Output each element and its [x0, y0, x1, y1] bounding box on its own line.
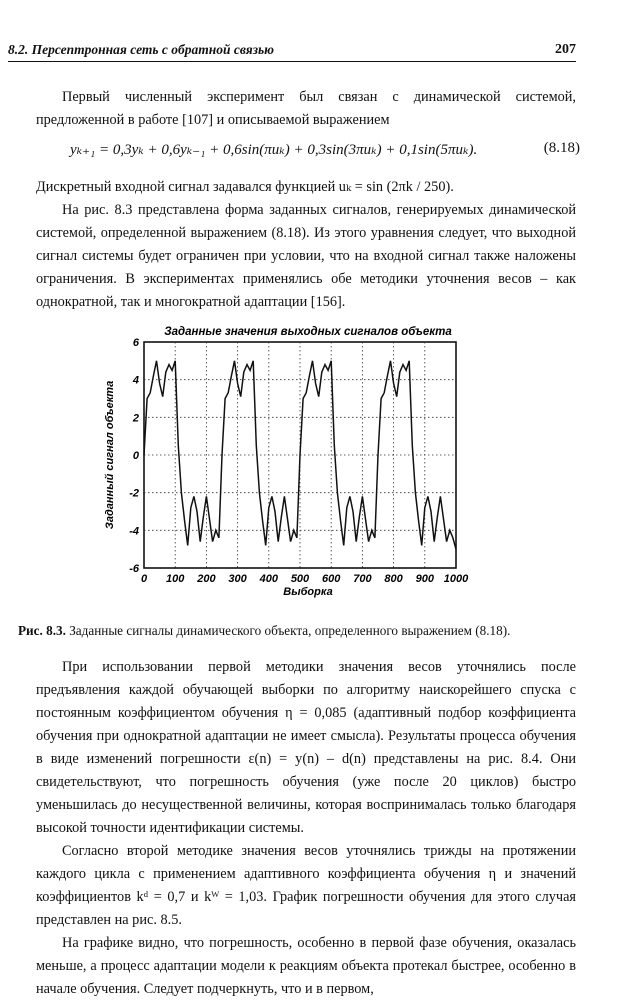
y-tick-label: 2	[132, 412, 139, 425]
x-tick-label: 200	[197, 573, 216, 585]
y-tick-label: 0	[132, 450, 139, 462]
equation-number: (8.18)	[543, 140, 580, 156]
paragraph-1: Первый численный эксперимент был связан с динамической системой, предложенной в работе [107] и описываемой выражением	[36, 89, 576, 128]
x-tick-label: 0	[140, 573, 148, 585]
running-head	[8, 42, 576, 62]
x-tick-label: 1000	[443, 573, 469, 585]
x-tick-label: 300	[228, 573, 247, 585]
caption-text: Заданные сигналы динамического объекта, определенного выражением (8.18).	[69, 623, 511, 638]
main-text-block-1	[36, 176, 576, 314]
x-tick-label: 100	[166, 573, 185, 585]
figure-caption	[18, 623, 598, 639]
output-signal-chart	[100, 322, 480, 604]
x-tick-label: 500	[290, 573, 310, 585]
x-tick-label: 800	[384, 573, 403, 585]
x-tick-label: 700	[353, 573, 372, 585]
page-number: 207	[555, 42, 576, 57]
paragraph-2: На рис. 8.3 представлена форма заданных сигналов, генерируемых динамической системой, определенной выражением (8.18). Из этого уравнения следует, что выходной сигнал системы будет ограничен при условии, что на входной сигнал также наложены ограничения. В экспериментах применялись обе методики уточнения весов – как однократной, так и многократной адаптации [156].	[36, 202, 576, 310]
y-axis-label: Заданный сигнал объекта	[104, 380, 116, 530]
paragraph-5: На графике видно, что погрешность, особенно в первой фазе обучения, оказалась меньше, а процесс адаптации модели к реакциям объекта протекал быстрее, особенно в начале обучения. Следует подчеркнуть, что и в первом,	[36, 935, 576, 997]
paragraph-3: При использовании первой методики значения весов уточнялись после предъявления каждой обучающей выборки по алгоритму наискорейшего спуска с постоянным коэффициентом обучения η = 0,085 (адаптивный подбор коэффициента обучения при однократной адаптации не имеет смысла). Результаты процесса обучения в виде изменений погрешности ε(n) = y(n) – d(n) представлены на рис. 8.4. Они свидетельствуют, что погрешность обучения (уже после 20 циклов) быстро уменьшилась до несущественной величины, которая воспринималась только благодаря высокой точности идентификации системы.	[36, 659, 576, 836]
y-tick-label: 4	[132, 374, 139, 387]
y-tick-labels	[129, 337, 140, 575]
intro-paragraph	[36, 86, 576, 132]
equation-body: yₖ₊₁ = 0,3yₖ + 0,6yₖ₋₁ + 0,6sin(πuₖ) + 0,3sin(3πuₖ) + 0,1sin(5πuₖ).	[70, 142, 478, 158]
x-axis-label: Выборка	[283, 586, 333, 598]
x-tick-label: 900	[415, 573, 434, 585]
x-tick-labels	[141, 573, 469, 585]
paragraph-4: Согласно второй методике значения весов уточнялись трижды на протяжении каждого цикла с применением адаптивного коэффициента обучения η и значений коэффициентов kᵈ = 0,7 и kᵂ = 1,03. График погрешности обучения для этого случая представлен на рис. 8.5.	[36, 843, 576, 928]
x-tick-label: 400	[259, 573, 278, 585]
x-tick-label: 600	[322, 573, 341, 585]
y-tick-label: 6	[132, 337, 139, 349]
equation-8-18	[70, 140, 580, 159]
input-signal-line: Дискретный входной сигнал задавался функцией uₖ = sin (2πk / 250).	[36, 179, 454, 195]
main-text-block-2	[36, 656, 576, 1001]
section-title: 8.2. Персептронная сеть с обратной связью	[8, 42, 274, 57]
chart-title: Заданные значения выходных сигналов объекта	[164, 326, 452, 338]
y-tick-label: -4	[129, 525, 139, 538]
y-tick-label: -2	[129, 487, 139, 500]
caption-label: Рис. 8.3.	[18, 623, 66, 638]
y-tick-label: -6	[129, 563, 139, 575]
